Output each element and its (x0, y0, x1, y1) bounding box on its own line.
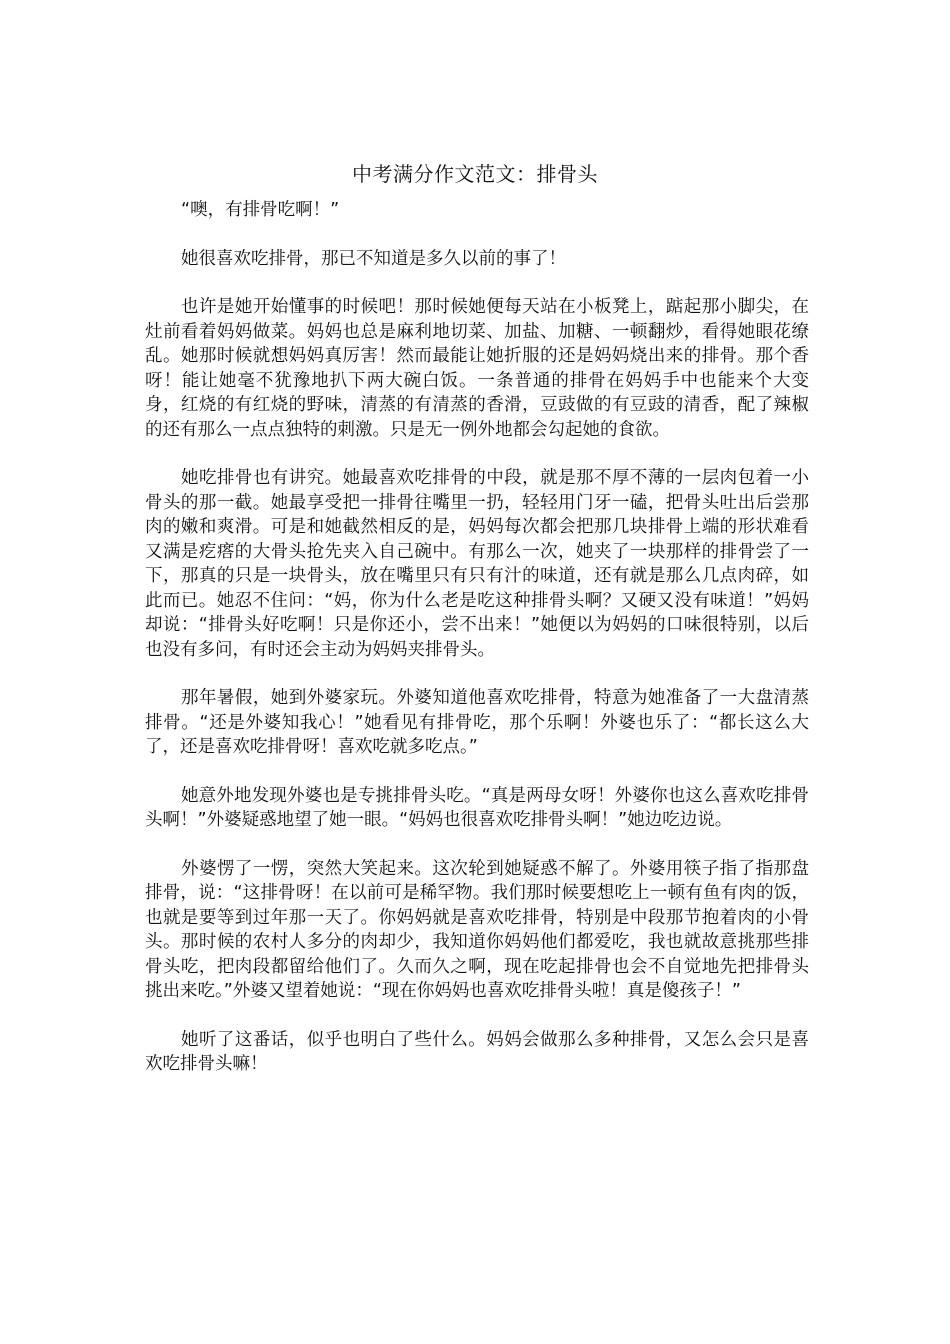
paragraph: 外婆愣了一愣，突然大笑起来。这次轮到她疑惑不解了。外婆用筷子指了指那盘排骨，说：“这排骨呀！在以前可是稀罕物。我们那时候要想吃上一顿有鱼有肉的饭，也就是要等到过年那一天了。你妈妈就是喜欢吃排骨，特别是中段那节抱着肉的小骨头。那时候的农村人多分的肉却少，我知道你妈妈他们都爱吃，我也就故意挑那些排骨头吃，把肉段都留给他们了。久而久之啊，现在吃起排骨也会不自觉地先把排骨头挑出来吃。”外婆又望着她说：“现在你妈妈也喜欢吃排骨头啦！真是傻孩子！” (145, 858, 809, 1001)
document-title: 中考满分作文范文：排骨头 (352, 162, 598, 186)
paragraph: 她听了这番话，似乎也明白了些什么。妈妈会做那么多种排骨，又怎么会只是喜欢吃排骨头嘛！ (145, 1029, 809, 1074)
paragraph: 她吃排骨也有讲究。她最喜欢吃排骨的中段，就是那不厚不薄的一层肉包着一小骨头的那一截。她最享受把一排骨往嘴里一扔，轻轻用门牙一磕，把骨头吐出后尝那肉的嫩和爽滑。可是和她截然相反的是，妈妈每次都会把那几块排骨上端的形状难看又满是疙瘩的大骨头抢先夹入自己碗中。有那么一次，她夹了一块那样的排骨尝了一下，那真的只是一块骨头，放在嘴里只有只有汁的味道，还有就是那么几点肉碎，如此而已。她忍不住问：“妈，你为什么老是吃这种排骨头啊？又硬又没有味道！”妈妈却说：“排骨头好吃啊！只是你还小，尝不出来！”她便以为妈妈的口味很特别，以后也没有多问，有时还会主动为妈妈夹排骨头。 (145, 468, 809, 660)
paragraph: 她意外地发现外婆也是专挑排骨头吃。“真是两母女呀！外婆你也这么喜欢吃排骨头啊！”外婆疑惑地望了她一眼。“妈妈也很喜欢吃排骨头啊！”她边吃边说。 (145, 785, 809, 830)
paragraph: 她很喜欢吃排骨，那已不知道是多久以前的事了！ (181, 248, 566, 269)
document-body (145, 198, 809, 1101)
paragraph: “噢，有排骨吃啊！” (181, 200, 340, 220)
paragraph: 那年暑假，她到外婆家玩。外婆知道他喜欢吃排骨，特意为她准备了一大盘清蒸排骨。“还是外婆知我心！”她看见有排骨吃，那个乐啊！外婆也乐了：“都长这么大了，还是喜欢吃排骨呀！喜欢吃就多吃点。” (145, 688, 809, 757)
paragraph: 也许是她开始懂事的时候吧！那时候她便每天站在小板凳上，踮起那小脚尖，在灶前看着妈妈做菜。妈妈也总是麻利地切菜、加盐、加糖、一顿翻炒，看得她眼花缭乱。她那时候就想妈妈真厉害！然而最能让她折服的还是妈妈烧出来的排骨。那个香呀！能让她毫不犹豫地扒下两大碗白饭。一条普通的排骨在妈妈手中也能来个大变身，红烧的有红烧的野味，清蒸的有清蒸的香滑，豆豉做的有豆豉的清香，配了辣椒的还有那么一点点独特的刺激。只是无一例外地都会勾起她的食欲。 (145, 297, 809, 440)
